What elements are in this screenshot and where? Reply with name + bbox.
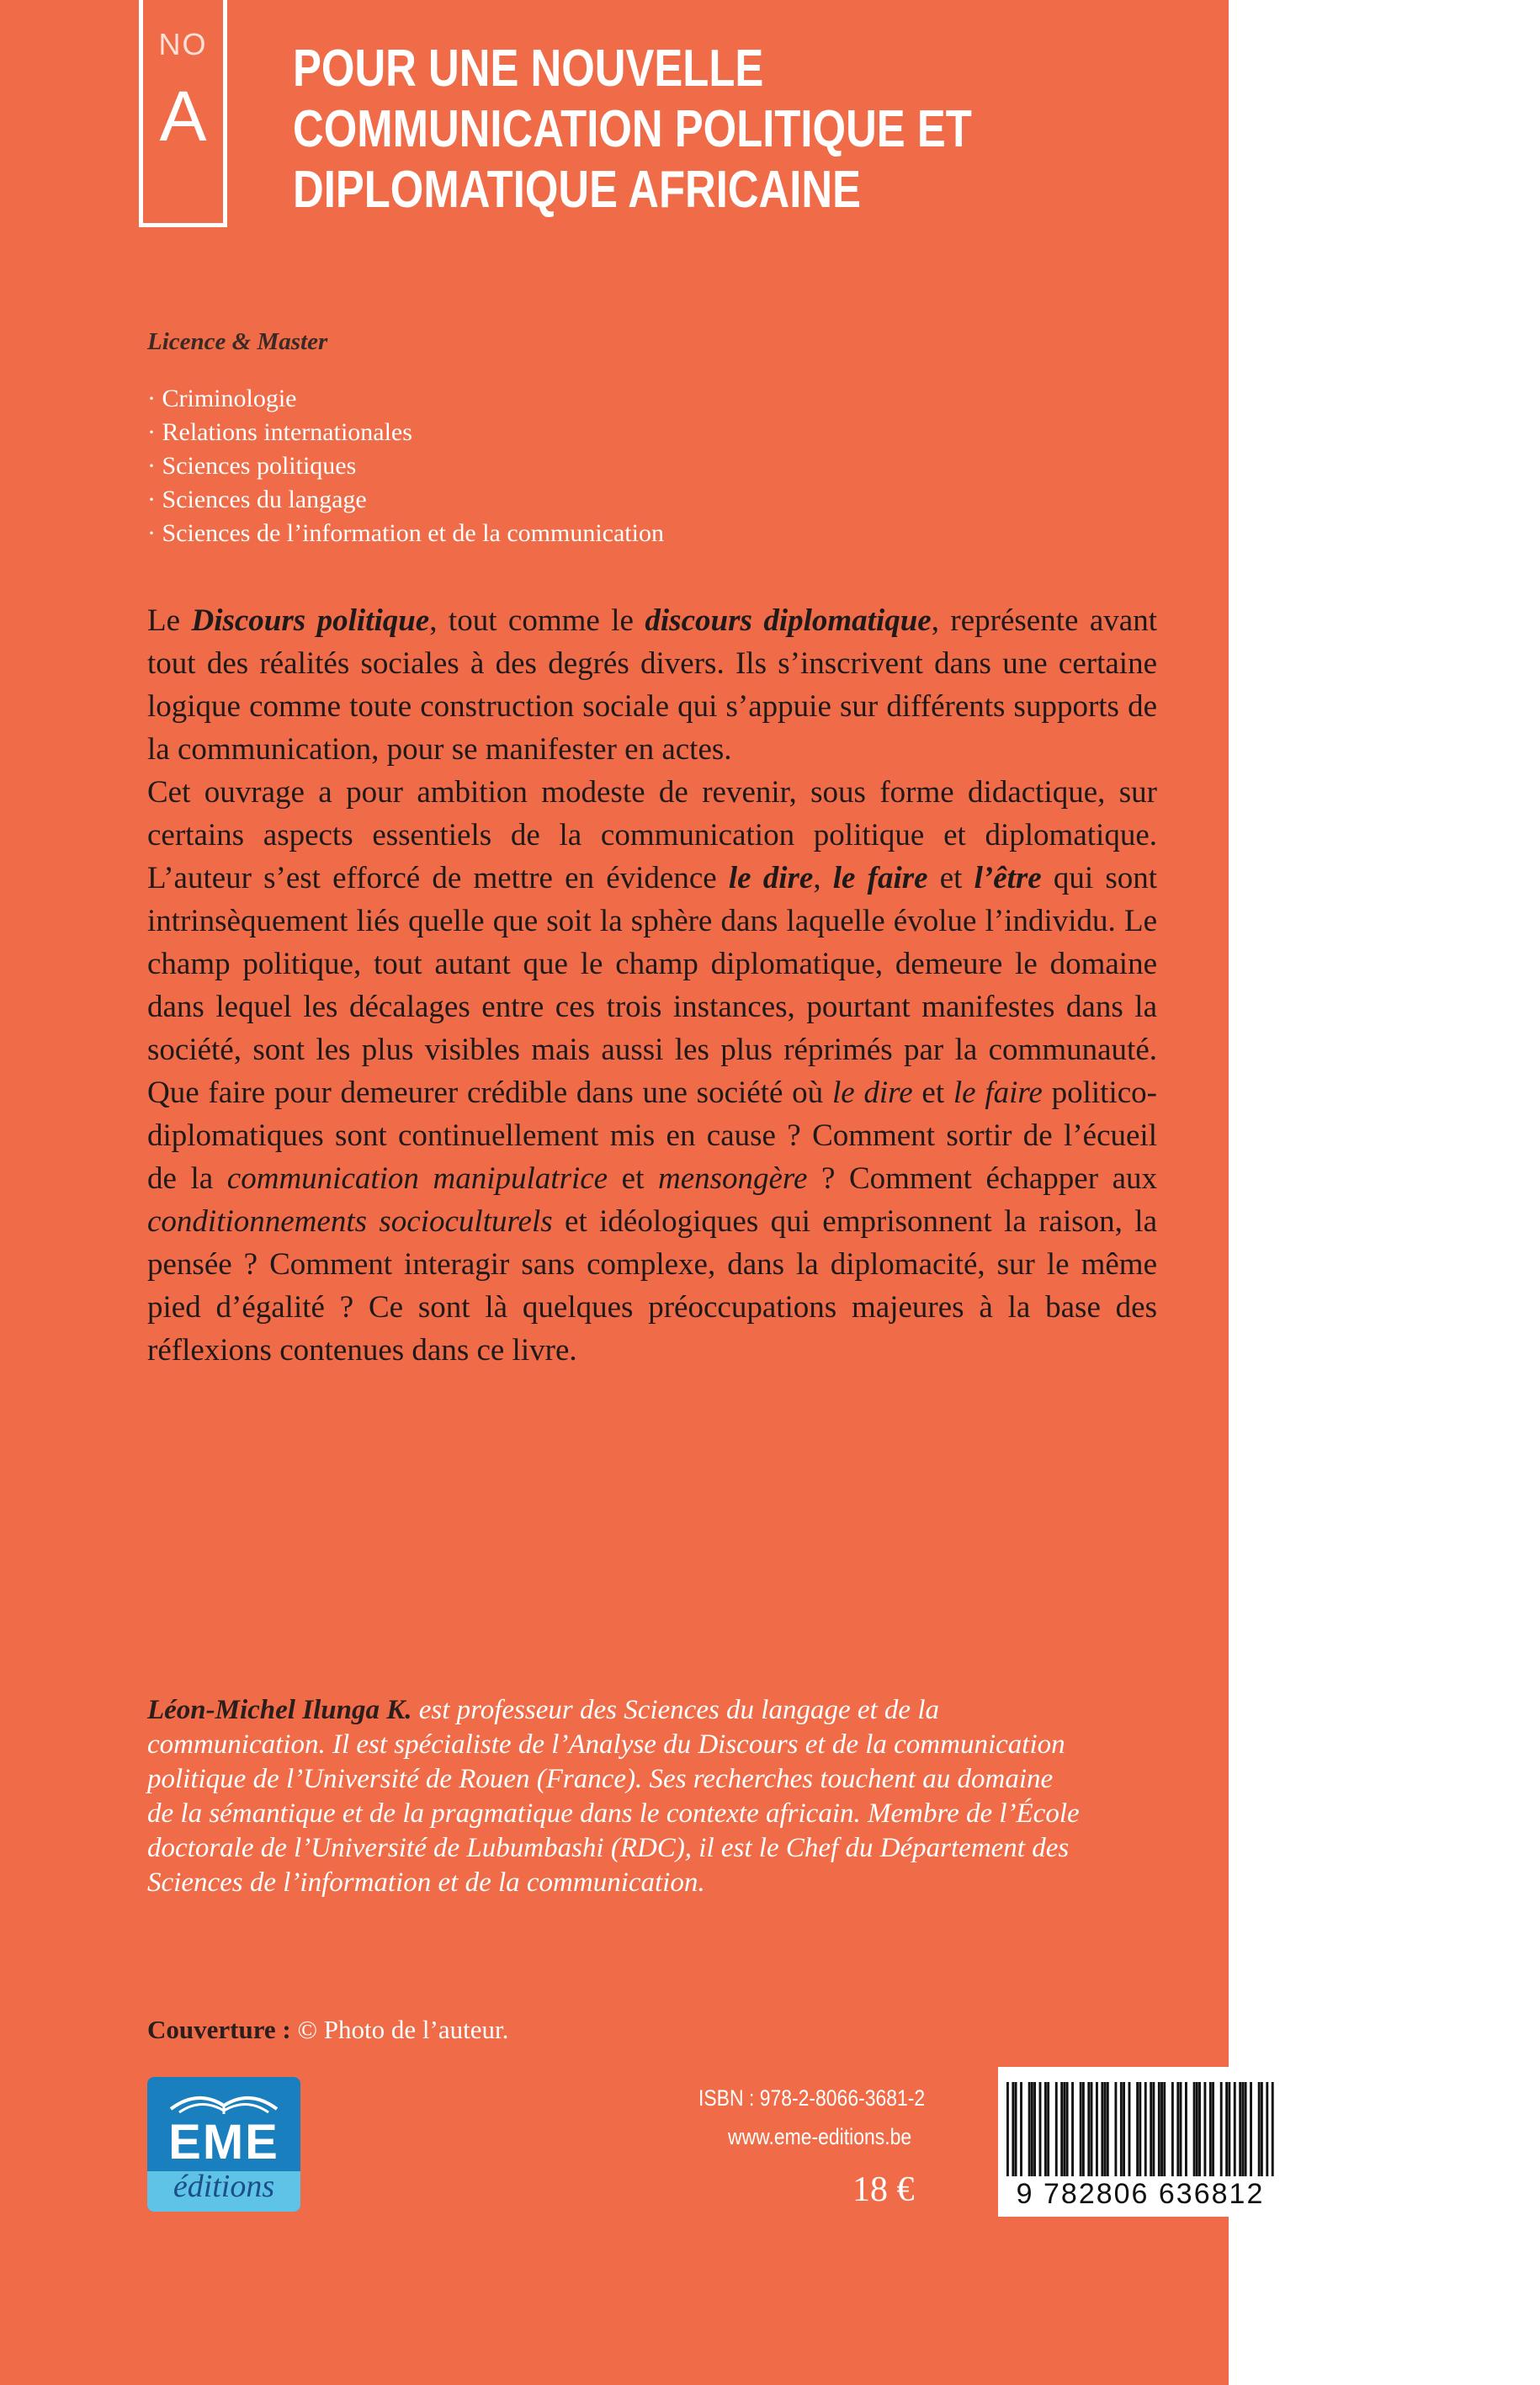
author-bio-text: est professeur des Sciences du langage et de la communication. Il est spécialiste de l’Analyse du Discours et de la communication politique de l’Université de Rouen (France). Ses recherches touchent au domaine de la sémantique et de la pragmatique dans le contexte africain. Membre de l’École doctorale de l’Université de Lubumbashi (RDC), il est le Chef du Département des Sciences de l’information et de la communication.: [147, 1695, 1080, 1898]
barcode-bar: [1176, 2082, 1179, 2176]
author-bio: [147, 1693, 1081, 1900]
barcode-bar: [1031, 2082, 1033, 2176]
barcode-bar: [1096, 2082, 1098, 2176]
collection-box: [139, 0, 227, 227]
logo-subtext: éditions: [173, 2169, 275, 2204]
barcode-bar: [1060, 2082, 1063, 2176]
barcode-bar: [1152, 2082, 1155, 2176]
page-margin: [1229, 0, 1540, 2385]
barcode-bar: [1071, 2082, 1074, 2176]
cover-credit-text: © Photo de l’auteur.: [290, 2015, 509, 2044]
cover-credit-label: Couverture :: [147, 2015, 291, 2044]
barcode-bar: [1196, 2082, 1198, 2176]
title-line: DIPLOMATIQUE AFRICAINE: [293, 161, 862, 219]
subject-list: [147, 382, 664, 550]
title-line: COMMUNICATION POLITIQUE ET: [293, 100, 972, 158]
barcode-bar: [1015, 2082, 1017, 2176]
barcode-bar: [1163, 2082, 1166, 2176]
barcode-bar: [1220, 2082, 1223, 2176]
barcode-bar: [1158, 2082, 1160, 2176]
open-book-icon: [147, 2084, 300, 2117]
barcode-bar: [1198, 2082, 1201, 2176]
barcode-bar: [1091, 2082, 1093, 2176]
title-line: POUR UNE NOUVELLE: [293, 40, 764, 98]
barcode-bar: [1082, 2082, 1085, 2176]
collection-no-label: NO: [158, 27, 208, 61]
barcode-bar: [1261, 2082, 1263, 2176]
barcode-bar: [1104, 2082, 1107, 2176]
subject-item: · Relations internationales: [147, 416, 664, 449]
barcode-bar: [1239, 2082, 1241, 2176]
barcode-bar: [1171, 2082, 1174, 2176]
publisher-logo: [147, 2077, 300, 2212]
cover-credit: [147, 2015, 508, 2045]
barcode-bar: [1160, 2082, 1163, 2176]
barcode-bar: [1180, 2082, 1182, 2176]
barcode-bar: [1245, 2082, 1247, 2176]
subject-item: · Sciences de l’information et de la communication: [147, 517, 664, 550]
barcode-bar: [1139, 2082, 1141, 2176]
barcode-bar: [1272, 2082, 1274, 2176]
collection-letter: A: [159, 77, 207, 156]
logo-text: EME: [168, 2115, 279, 2170]
publisher-website: www.eme-editions.be: [728, 2124, 912, 2149]
barcode-bar: [1080, 2082, 1082, 2176]
barcode-bar: [1128, 2082, 1131, 2176]
barcode-bar: [1185, 2082, 1187, 2176]
barcode-bar: [1193, 2082, 1196, 2176]
barcode-bar: [1066, 2082, 1069, 2176]
barcode-digits: 9 782806 636812: [1016, 2178, 1265, 2210]
barcode-bar: [1228, 2082, 1230, 2176]
barcode-bar: [1044, 2082, 1047, 2176]
barcode-bar: [1039, 2082, 1042, 2176]
barcode-bar: [1107, 2082, 1109, 2176]
barcode-bar: [1203, 2082, 1206, 2176]
barcode-bar: [1234, 2082, 1236, 2176]
barcode-bar: [1212, 2082, 1214, 2176]
book-summary: [147, 599, 1157, 1372]
isbn: ISBN : 978-2-8066-3681-2: [698, 2085, 926, 2111]
subject-item: · Sciences du langage: [147, 483, 664, 517]
barcode-bar: [1012, 2082, 1014, 2176]
barcode: [998, 2067, 1282, 2217]
study-level: Licence & Master: [147, 328, 328, 355]
subject-item: · Criminologie: [147, 382, 664, 416]
barcode-bar: [1087, 2082, 1090, 2176]
barcode-bar: [1028, 2082, 1031, 2176]
barcode-bars: [1006, 2082, 1274, 2176]
barcode-bar: [1258, 2082, 1261, 2176]
barcode-bar: [1123, 2082, 1125, 2176]
barcode-bar: [1144, 2082, 1147, 2176]
summary-paragraph-1: Le Discours politique, tout comme le discours diplomatique, représente avant tout des réalités sociales à des degrés divers. Ils s’inscrivent dans une certaine logique comme toute construction sociale qui s’appuie sur différents supports de la communication, pour se manifester en actes.: [147, 603, 1157, 767]
barcode-bar: [1150, 2082, 1152, 2176]
barcode-bar: [1101, 2082, 1103, 2176]
barcode-bar: [1047, 2082, 1049, 2176]
barcode-bar: [1020, 2082, 1022, 2176]
summary-paragraph-2: Cet ouvrage a pour ambition modeste de revenir, sous forme didactique, sur certains aspects essentiels de la communication politique et diplomatique. L’auteur s’est efforcé de mettre en évidence le dire, le faire et l’être qui sont intrinsèquement liés quelle que soit la sphère dans laquelle évolue l’individu. Le champ politique, tout autant que le champ diplomatique, demeure le domaine dans lequel les décalages entre ces trois instances, pourtant manifestes dans la société, sont les plus visibles mais aussi les plus réprimés par la communauté. Que faire pour demeurer crédible dans une société où le dire et le faire politico-diplomatiques sont continuellement mis en cause ? Comment sortir de l’écueil de la communication manipulatrice et mensongère ? Comment échapper aux conditionnements socioculturels et idéologiques qui emprisonnent la raison, la pensée ? Comment interagir sans complexe, dans la diplomacité, sur le même pied d’égalité ? Ce sont là quelques préoccupations majeures à la base des réflexions contenues dans ce livre.: [147, 775, 1158, 1368]
author-name: Léon-Michel Ilunga K.: [147, 1695, 412, 1725]
barcode-bar: [1266, 2082, 1268, 2176]
subject-item: · Sciences politiques: [147, 449, 664, 483]
barcode-bar: [1250, 2082, 1252, 2176]
barcode-bar: [1120, 2082, 1123, 2176]
barcode-bar: [1225, 2082, 1228, 2176]
barcode-bar: [1033, 2082, 1036, 2176]
barcode-bar: [1063, 2082, 1065, 2176]
barcode-bar: [1241, 2082, 1244, 2176]
barcode-bar: [1006, 2082, 1009, 2176]
barcode-bar: [1055, 2082, 1058, 2176]
barcode-bar: [1114, 2082, 1117, 2176]
book-title: [293, 39, 1038, 220]
price: 18 €: [852, 2170, 915, 2209]
barcode-bar: [1136, 2082, 1139, 2176]
barcode-bar: [1209, 2082, 1212, 2176]
